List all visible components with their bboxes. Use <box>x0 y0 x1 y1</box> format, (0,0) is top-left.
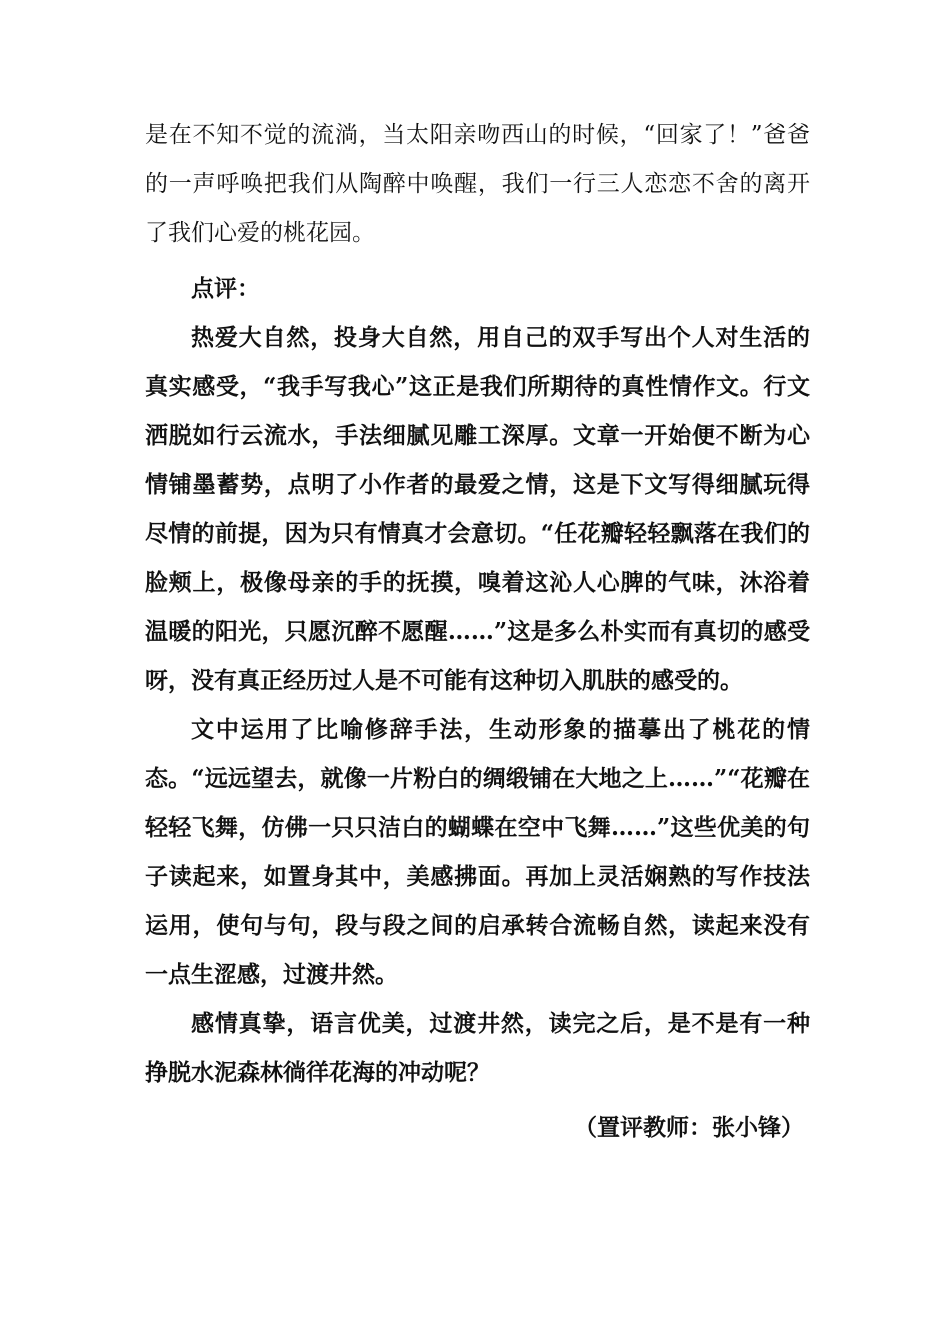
review-heading: 点评： <box>191 275 260 302</box>
document-body <box>145 111 810 1152</box>
review-paragraph-1: 热爱大自然，投身大自然，用自己的双手写出个人对生活的真实感受，“我手写我心”这正是我们所期待的真性情作文。行文洒脱如行云流水，手法细腻见雕工深厚。文章一开始便不断为心情铺墨蓄势，点明了小作者的最爱之情，这是下文写得细腻玩得尽情的前提，因为只有情真才会意切。“任花瓣轻轻飘落在我们的脸颊上，极像母亲的手的抚摸，嗅着这沁人心脾的气味，沐浴着温暖的阳光，只愿沉醉不愿醒……”这是多么朴实而有真切的感受呀，没有真正经历过人是不可能有这种切入肌肤的感受的。 <box>145 324 810 694</box>
review-paragraph-3: 感情真挚，语言优美，过渡井然，读完之后，是不是有一种挣脱水泥森林徜徉花海的冲动呢？ <box>145 1010 810 1086</box>
reviewer-signature: （置评教师：张小锋） <box>574 1114 804 1141</box>
story-paragraph: 是在不知不觉的流淌，当太阳亲吻西山的时候，“回家了！”爸爸的一声呼唤把我们从陶醉中唤醒，我们一行三人恋恋不舍的离开了我们心爱的桃花园。 <box>145 122 810 246</box>
review-paragraph-2: 文中运用了比喻修辞手法，生动形象的描摹出了桃花的情态。“远远望去，就像一片粉白的绸缎铺在大地之上……”“花瓣在轻轻飞舞，仿佛一只只洁白的蝴蝶在空中飞舞……”这些优美的句子读起来，如置身其中，美感拂面。再加上灵活娴熟的写作技法运用，使句与句，段与段之间的启承转合流畅自然，读起来没有一点生涩感，过渡井然。 <box>145 716 810 988</box>
